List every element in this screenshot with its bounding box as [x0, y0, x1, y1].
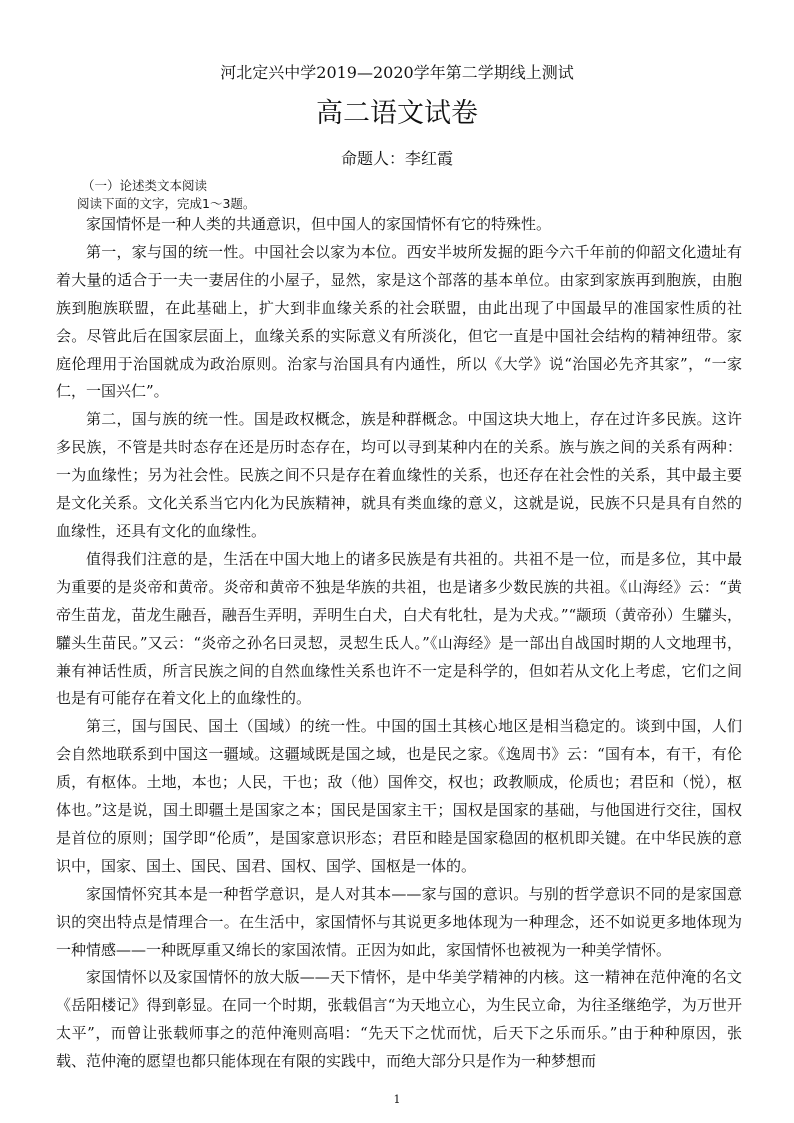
school-line: 河北定兴中学2019—2020学年第二学期线上测试	[220, 63, 574, 82]
passage-paragraph: 第三，国与国民、国土（国域）的统一性。中国的国土其核心地区是相当稳定的。谈到中国，人们会自然地联系到中国这一疆域。这疆域既是国之域，也是民之家。《逸周书》云：“国有本，有干，有伦质，有枢体。土地，本也；人民，干也；敌（他）国侔交，权也；政教顺成，伦质也；君臣和（悦），枢体也。”这是说，国土即疆土是国家之本；国民是国家主干；国权是国家的基础，与他国进行交往，国权是首位的原则；国学即“伦质”，是国家意识形态；君臣和睦是国家稳固的枢机即关键。在中华民族的意识中，国家、国土、国民、国君、国权、国学、国枢是一体的。	[56, 717, 742, 875]
reading-instruction: 阅读下面的文字，完成1～3题。	[77, 196, 256, 211]
section-heading: （一）论述类文本阅读	[82, 178, 208, 193]
passage-paragraph: 第二，国与族的统一性。国是政权概念，族是种群概念。中国这块大地上，存在过许多民族。这许多民族，不管是共时态存在还是历时态存在，均可以寻到某种内在的关系。族与族之间的关系有两种：一为血缘性；另为社会性。民族之间不只是存在着血缘性的关系，也还存在社会性的关系，其中最主要是文化关系。文化关系当它内化为民族精神，就具有类血缘的意义，这就是说，民族不只是具有自然的血缘性，还具有文化的血缘性。	[56, 410, 742, 540]
page-title: 高二语文试卷	[316, 98, 478, 129]
page-number: 1	[393, 1093, 401, 1106]
passage-paragraph: 家国情怀是一种人类的共通意识，但中国人的家国情怀有它的特殊性。	[86, 215, 552, 233]
passage-body	[56, 211, 742, 1076]
passage-paragraph: 家国情怀究其本是一种哲学意识，是人对其本——家与国的意识。与别的哲学意识不同的是家国意识的突出特点是情理合一。在生活中，家国情怀与其说更多地体现为一种理念，还不如说更多地体现为一种情感——一种既厚重又绵长的家国浓情。正因为如此，家国情怀也被视为一种美学情怀。	[56, 884, 742, 959]
passage-paragraph: 家国情怀以及家国情怀的放大版——天下情怀，是中华美学精神的内核。这一精神在范仲淹的名文《岳阳楼记》得到彰显。在同一个时期，张载倡言“为天地立心，为生民立命，为往圣继绝学，为万世开太平”，而曾让张载师事之的范仲淹则高唱：“先天下之忧而忧，后天下之乐而乐。”由于种种原因，张载、范仲淹的愿望也都只能体现在有限的实践中，而绝大部分只是作为一种梦想而	[56, 968, 742, 1071]
passage-paragraph: 第一，家与国的统一性。中国社会以家为本位。西安半坡所发掘的距今六千年前的仰韶文化遗址有着大量的适合于一夫一妻居住的小屋子，显然，家是这个部落的基本单位。由家到家族再到胞族，由胞族到胞族联盟，在此基础上，扩大到非血缘关系的社会联盟，由此出现了中国最早的准国家性质的社会。尽管此后在国家层面上，血缘关系的实际意义有所淡化，但它一直是中国社会结构的精神纽带。家庭伦理用于治国就成为政治原则。治家与治国具有内通性，所以《大学》说“治国必先齐其家”，“一家仁，一国兴仁”。	[56, 242, 742, 401]
passage-paragraph: 值得我们注意的是，生活在中国大地上的诸多民族是有共祖的。共祖不是一位，而是多位，其中最为重要的是炎帝和黄帝。炎帝和黄帝不独是华族的共祖，也是诸多少数民族的共祖。《山海经》云：“黄帝生苗龙，苗龙生融吾，融吾生弄明，弄明生白犬，白犬有牝牡，是为犬戎。”“颛顼（黄帝孙）生驩头，驩头生苗民。”又云：“炎帝之孙名曰灵恝，灵恝生氐人。”《山海经》是一部出自战国时期的人文地理书，兼有神话性质，所言民族之间的自然血缘性关系也许不一定是科学的，但如若从文化上考虑，它们之间也是有可能存在着文化上的血缘性的。	[56, 549, 742, 708]
author-line: 命题人：李红霞	[340, 149, 453, 168]
